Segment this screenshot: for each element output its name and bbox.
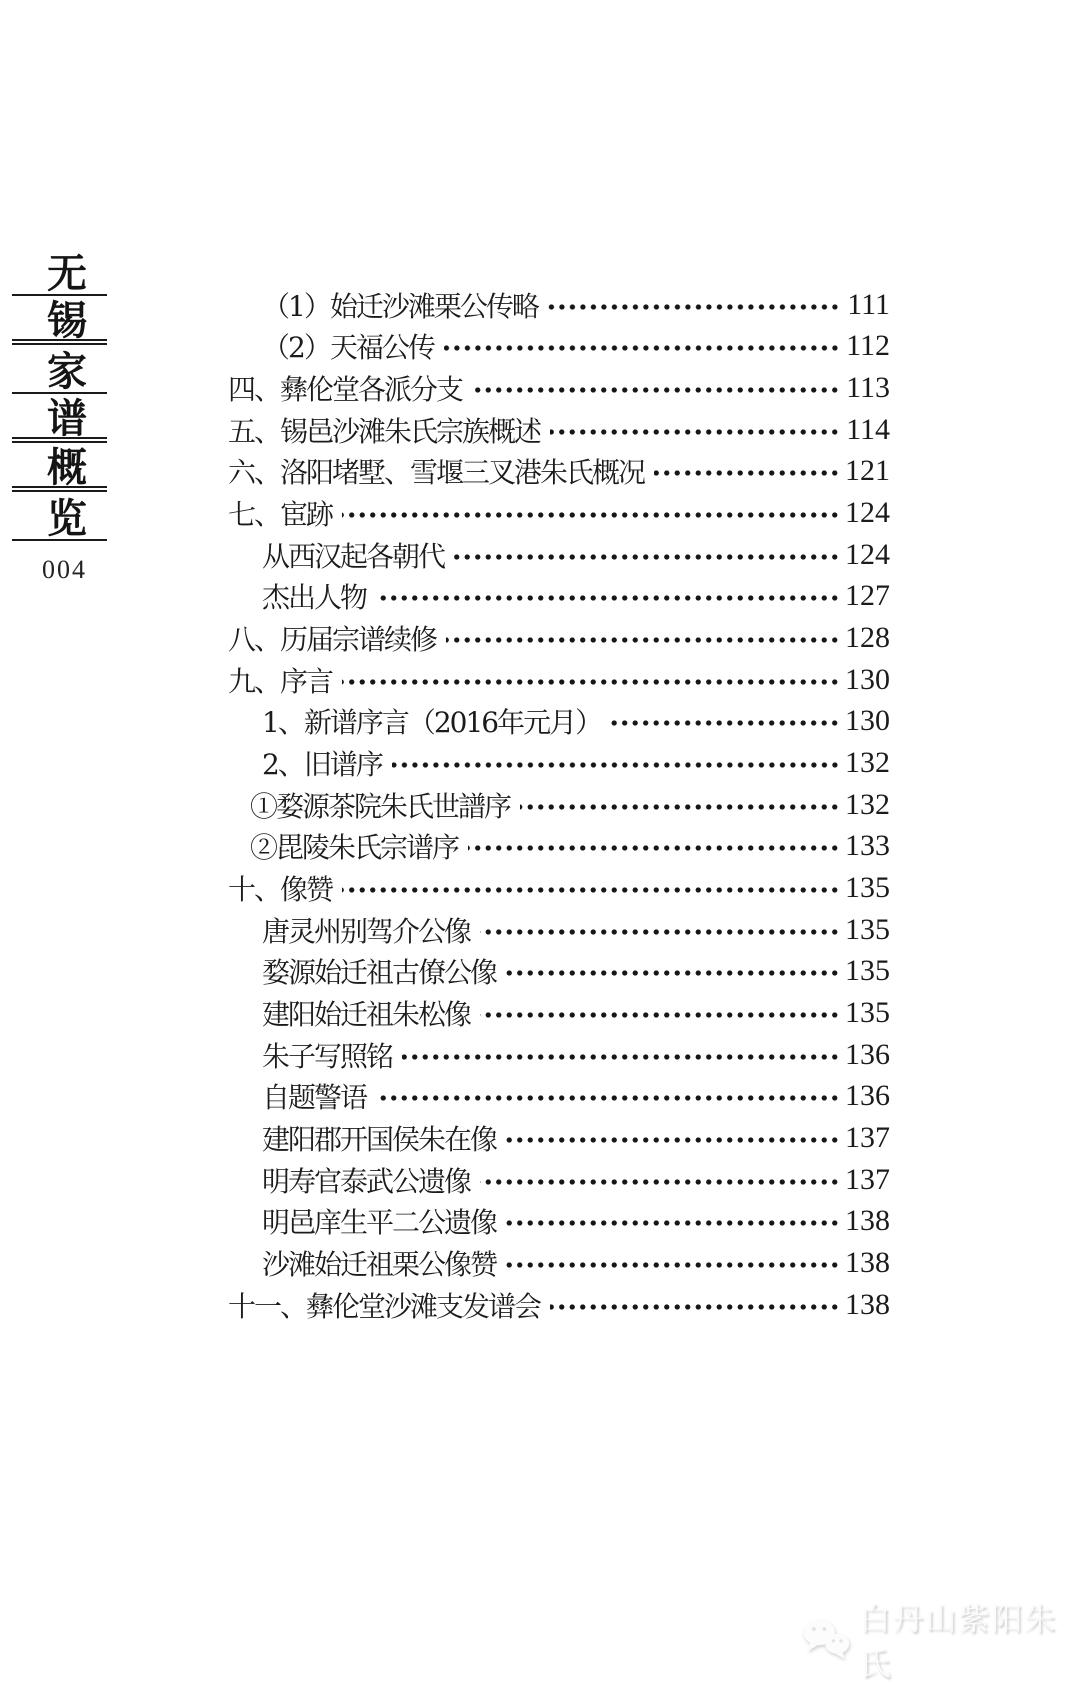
dotted-leader [506,1262,840,1268]
dotted-leader [506,1220,840,1226]
toc-entry-page: 136 [845,1037,890,1071]
toc-entry-page: 135 [845,912,890,946]
dotted-leader [550,1304,840,1310]
toc-entry-page: 112 [846,329,890,363]
dotted-leader [446,637,840,643]
watermark-text: 白丹山紫阳朱氏 [859,1602,1058,1683]
toc-entry-label: ②毘陵朱氏宗谱序 [250,831,459,865]
title-char-text: 概 [47,444,87,491]
toc-entry [228,1117,890,1159]
toc-entry-label: 六、洛阳堵墅、雪堰三叉港朱氏概况 [228,456,645,490]
dotted-leader [342,887,840,893]
dotted-leader [548,304,840,310]
dotted-leader [506,1137,840,1143]
title-char [12,296,107,345]
toc-entry-label: 九、序言 [228,664,333,698]
toc-entry [228,1284,890,1326]
toc-entry [228,534,890,576]
toc-entry [228,492,890,534]
toc-entry [228,1034,890,1076]
toc-entry-label: （2）天福公传 [262,331,434,365]
dotted-leader [472,387,840,393]
toc-entry-page: 138 [845,1245,890,1279]
dotted-leader [342,512,840,518]
title-char-text: 无 [47,250,87,297]
toc-entry [228,284,890,326]
dotted-leader [402,1054,840,1060]
toc-entry-page: 124 [845,496,890,530]
toc-entry-page: 135 [845,871,890,905]
book-title-sidebar [12,247,107,585]
toc-entry-page: 137 [845,1162,890,1196]
toc-entry-label: 七、宦跡 [228,498,333,532]
toc-entry [228,659,890,701]
toc-entry-label: 2、旧谱序 [262,748,382,782]
toc-entry [228,1200,890,1242]
title-char [12,443,107,492]
dotted-leader [480,1012,840,1018]
toc-entry-label: 沙滩始迁祖栗公像赞 [262,1247,497,1281]
wechat-icon [800,1615,852,1663]
toc-entry-page: 111 [847,287,890,321]
watermark [800,1594,1080,1684]
dotted-leader [550,429,840,435]
toc-entry [228,951,890,993]
toc-entry-page: 132 [845,746,890,780]
toc-entry-label: 从西汉起各朝代 [262,539,445,573]
toc-entry [228,701,890,743]
dotted-leader [611,720,840,726]
title-char [12,492,107,541]
toc-entry [228,992,890,1034]
dotted-leader [454,554,840,560]
toc-entry-label: 婺源始迁祖古僚公像 [262,956,497,990]
toc-entry [228,576,890,618]
dotted-leader [342,679,840,685]
toc-entry [228,617,890,659]
toc-entry [228,909,890,951]
toc-entry-page: 132 [845,787,890,821]
toc-entry-page: 135 [845,995,890,1029]
dotted-leader [468,845,840,851]
toc-entry-page: 138 [845,1287,890,1321]
dotted-leader [444,345,840,351]
folio-page-number: 004 [42,555,87,584]
toc-entry-label: 建阳郡开国侯朱在像 [262,1122,497,1156]
toc-list [228,284,890,1325]
toc-entry-label: 自题警语 [262,1081,367,1115]
toc-entry-label: 1、新谱序言（2016年元月） [262,706,602,740]
toc-entry [228,784,890,826]
toc-entry-label: 四、彝伦堂各派分支 [228,373,463,407]
toc-entry-page: 114 [846,412,890,446]
toc-entry-page: 130 [845,662,890,696]
toc-entry-label: 杰出人物 [262,581,367,615]
dotted-leader [376,595,840,601]
toc-entry-label: 八、历届宗谱续修 [228,623,437,657]
toc-entry [228,1242,890,1284]
toc-entry [228,326,890,368]
toc-entry-label: 十、像赞 [228,873,333,907]
toc-entry-page: 136 [845,1079,890,1113]
toc-entry [228,826,890,868]
dotted-leader [392,762,840,768]
dotted-leader [506,970,840,976]
dotted-leader [480,1179,840,1185]
toc-entry [228,409,890,451]
toc-entry-label: 明寿官泰武公遗像 [262,1164,471,1198]
toc-entry-label: （1）始迁沙滩栗公传略 [262,289,538,323]
toc-entry-page: 137 [845,1120,890,1154]
toc-entry-page: 138 [845,1204,890,1238]
toc-entry-label: 朱子写照铭 [262,1039,393,1073]
toc-entry-page: 127 [845,579,890,613]
title-char-text: 锡 [47,297,87,344]
toc-entry-label: 五、锡邑沙滩朱氏宗族概述 [228,414,541,448]
toc-entry-label: 十一、彝伦堂沙滩支发谱会 [228,1289,541,1323]
toc-entry [228,867,890,909]
toc-entry [228,1159,890,1201]
toc-entry-page: 135 [845,954,890,988]
title-char-text: 谱 [47,395,87,442]
toc-entry-page: 113 [846,371,890,405]
toc-entry-page: 130 [845,704,890,738]
toc-entry-label: 建阳始迁祖朱松像 [262,997,471,1031]
dotted-leader [654,470,840,476]
toc-entry [228,742,890,784]
dotted-leader [376,1095,840,1101]
title-char-text: 家 [47,348,87,395]
toc-entry-page: 121 [845,454,890,488]
toc-entry [228,1075,890,1117]
toc-entry-label: 明邑庠生平二公遗像 [262,1206,497,1240]
dotted-leader [520,804,840,810]
toc-entry-page: 133 [845,829,890,863]
toc-entry-page: 124 [845,537,890,571]
title-char-text: 览 [47,495,87,542]
toc-entry-label: ①婺源茶院朱氏世譜序 [250,789,511,823]
toc-entry [228,367,890,409]
toc-entry-label: 唐灵州别驾介公像 [262,914,471,948]
toc-entry-page: 128 [845,621,890,655]
toc-entry [228,451,890,493]
dotted-leader [480,929,840,935]
